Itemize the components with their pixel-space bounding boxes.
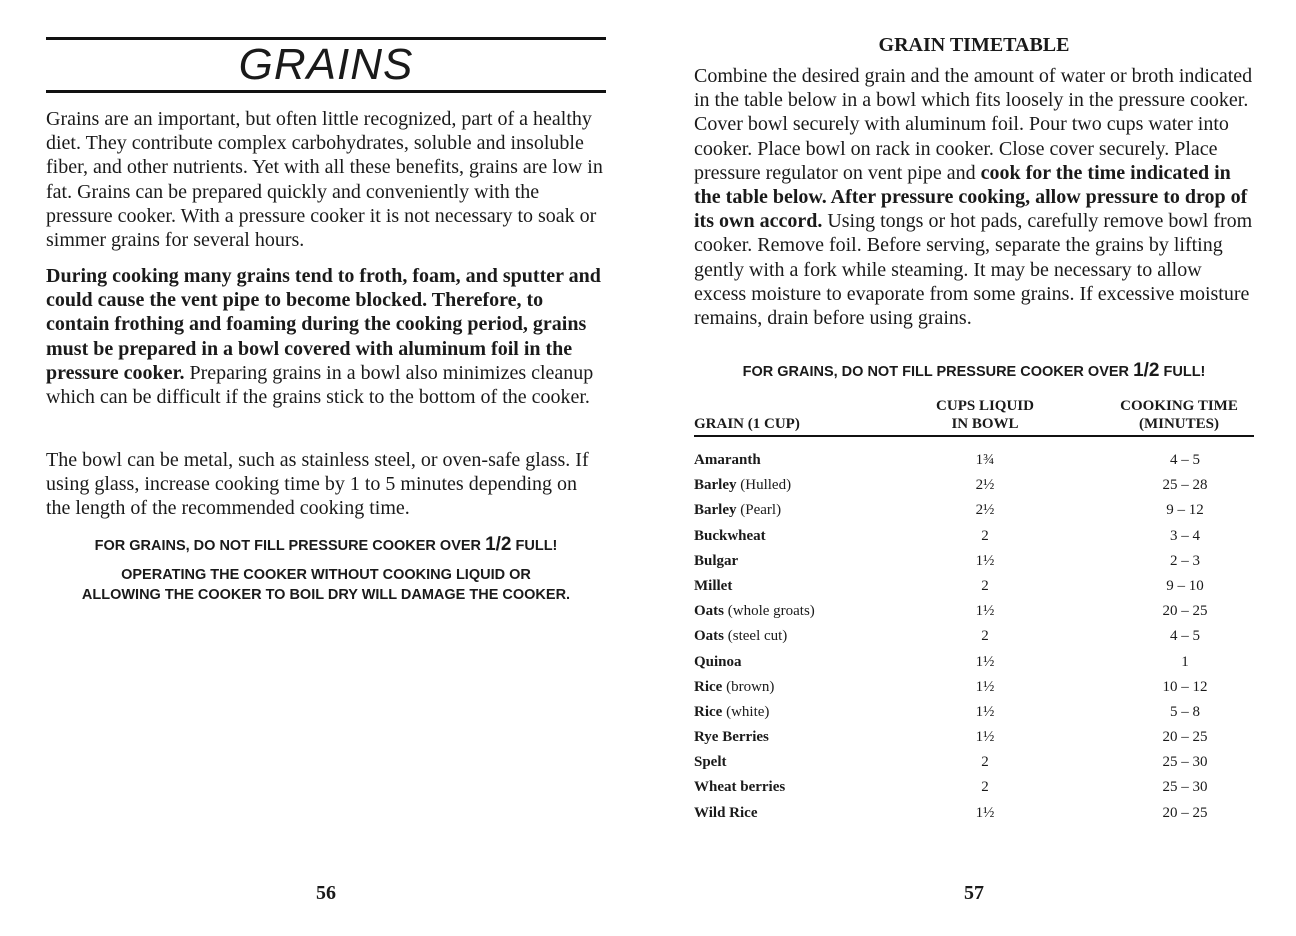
grain-cell [694,450,761,470]
liquid-cell: 1½ [975,703,995,720]
liquid-cell: 1½ [975,729,995,746]
time-cell: 10 – 12 [1162,678,1208,695]
bowl-paragraph: The bowl can be metal, such as stainless steel, or oven-safe glass. If using glass, increase cooking time by 1 to 5 minutes depending on the length of the recommended cooking time. [46,449,589,520]
liquid-cell: 2½ [975,502,995,519]
table-row [694,576,1254,601]
grain-cell [694,551,738,571]
column-header-liquid [910,397,1060,433]
grain-name: Quinoa [694,653,742,670]
liquid-cell: 1½ [975,603,995,620]
liquid-cell: 1½ [975,552,995,569]
time-cell: 2 – 3 [1170,552,1200,569]
liquid-cell: 2 [981,577,989,594]
table-row [694,526,1254,551]
fill-warning-text: FOR GRAINS, DO NOT FILL PRESSURE COOKER OVER [742,364,1134,380]
instructions-text-b: Using tongs or hot pads, carefully remove bowl from cooker. Remove foil. Before serving, separate the grains by lifting gently with a fork while steaming. It may be necessary to allow excess moisture to evaporate from some grains. If excessive moisture remains, drain before using grains. [694,210,1253,330]
column-header-grain: GRAIN (1 CUP) [694,416,800,432]
grain-name: Spelt [694,754,727,771]
table-row [694,652,1254,677]
grain-name: Millet [694,577,733,594]
intro-paragraph: Grains are an important, but often little recognized, part of a healthy diet. They contribute complex carbohydrates, soluble and insoluble fiber, and other nutrients. Yet with all these benefits, grains are low in fat. Grains can be prepared quickly and conveniently with the pressure cooker. With a pressure cooker it is not necessary to soak or simmer grains for several hours. [46,108,603,252]
grain-cell [694,626,787,646]
grain-name: Amaranth [694,452,761,468]
time-cell: 5 – 8 [1170,703,1200,720]
time-cell: 25 – 30 [1162,779,1208,796]
instructions-text-a: Combine the desired grain and the amount of water or broth indicated in the table below in a bowl which fits loosely in the pressure cooker. Cover bowl securely with aluminum foil. Pour two cups water into cooker. Place bowl on rack in cooker. Close cover securely. Place pressure regulator on vent pipe and [694,65,1253,184]
table-row [694,777,1254,802]
liquid-cell: 1¾ [975,452,995,468]
foil-paragraph [46,264,606,409]
time-cell: 20 – 25 [1162,804,1208,821]
grain-name: Barley [694,477,737,494]
boil-dry-warning-line1: OPERATING THE COOKER WITHOUT COOKING LIQUID OR [121,567,531,583]
column-header-liquid-line1: CUPS LIQUID [936,398,1034,414]
instructions-bold: cook for the time indicated in the table below. After pressure cooking, allow pressure to drop of its own accord. [694,161,1248,233]
grain-cell [694,500,781,520]
grain-cell [694,576,732,596]
fill-warning-end: FULL! [511,538,558,554]
table-row [694,626,1254,651]
table-row [694,677,1254,702]
time-cell: 4 – 5 [1170,628,1200,645]
grain-note: (Pearl) [736,502,782,519]
grain-note: (Hulled) [736,477,792,494]
grain-cell [694,752,727,772]
time-cell: 9 – 12 [1166,502,1204,519]
grain-cell [694,652,742,672]
time-cell: 25 – 30 [1162,754,1208,771]
fill-warning-fraction: 1/2 [1133,360,1160,381]
column-header-time-line1: COOKING TIME [1120,398,1238,414]
foil-paragraph-rest: Preparing grains in a bowl also minimizes cleanup which can be difficult if the grains stick to the bottom of the cooker. [46,361,594,409]
grain-name: Oats [694,628,724,645]
time-cell: 25 – 28 [1162,477,1208,494]
column-header-liquid-line2: IN BOWL [951,416,1019,432]
table-row [694,551,1254,576]
grain-name: Bulgar [694,552,739,569]
timetable-title: GRAIN TIMETABLE [878,34,1070,56]
table-row [694,500,1254,525]
table-row [694,475,1254,500]
fill-warning [694,360,1254,383]
grain-name: Rice [694,703,723,720]
column-header-time [1104,397,1254,433]
liquid-cell: 2 [981,779,989,796]
table-body [694,450,1254,828]
grain-cell [694,777,785,797]
grain-cell [694,677,774,697]
grain-name: Rye Berries [694,729,769,746]
time-cell: 4 – 5 [1170,452,1200,468]
grain-cell [694,601,815,621]
grain-note: (steel cut) [724,628,788,645]
left-page [46,0,606,936]
table-row [694,450,1254,475]
right-page [694,0,1254,936]
boil-dry-warning-line2: ALLOWING THE COOKER TO BOIL DRY WILL DAMAGE THE COOKER. [81,587,571,603]
grain-note: (white) [722,703,770,720]
grain-name: Buckwheat [694,527,766,544]
foil-paragraph-bold: During cooking many grains tend to froth, foam, and sputter and could cause the vent pipe to become blocked. Therefore, to contain frothing and foaming during the cooking period, grains must be prepared in a bowl covered with aluminum foil in the pressure cooker. [46,265,601,384]
liquid-cell: 1½ [975,653,995,670]
fill-warning [46,535,606,556]
grain-name: Wheat berries [694,779,786,796]
liquid-cell: 2 [981,628,989,645]
fill-warning-text: FOR GRAINS, DO NOT FILL PRESSURE COOKER OVER [94,538,486,554]
grain-note: (brown) [722,678,775,695]
page-title: GRAINS [238,40,414,89]
liquid-cell: 1½ [975,678,995,695]
fill-warning-end: FULL! [1159,364,1206,380]
grain-name: Rice [694,678,723,695]
table-row [694,752,1254,777]
grain-cell [694,702,769,722]
time-cell: 20 – 25 [1162,603,1208,620]
liquid-cell: 1½ [975,804,995,821]
timetable-instructions [694,64,1254,330]
column-header-time-line2: (MINUTES) [1138,416,1219,432]
table-header [694,397,1254,437]
grain-cell [694,526,766,546]
page-number: 56 [316,882,336,904]
table-row [694,727,1254,752]
fill-warning-fraction: 1/2 [485,534,512,555]
grain-cell [694,727,769,747]
grain-note: (whole groats) [724,603,815,620]
time-cell: 9 – 10 [1166,577,1204,594]
grain-cell [694,803,757,823]
time-cell: 20 – 25 [1162,729,1208,746]
grain-name: Oats [694,603,724,620]
page-number: 57 [964,882,984,904]
time-cell: 1 [1181,653,1189,670]
table-row [694,803,1254,828]
liquid-cell: 2 [981,527,989,544]
table-row [694,702,1254,727]
grain-name: Wild Rice [694,804,758,821]
title-block [46,37,606,93]
table-row [694,601,1254,626]
grain-name: Barley [694,502,737,519]
liquid-cell: 2 [981,754,989,771]
time-cell: 3 – 4 [1170,527,1200,544]
liquid-cell: 2½ [975,477,995,494]
grain-cell [694,475,791,495]
boil-dry-warning [46,565,606,605]
